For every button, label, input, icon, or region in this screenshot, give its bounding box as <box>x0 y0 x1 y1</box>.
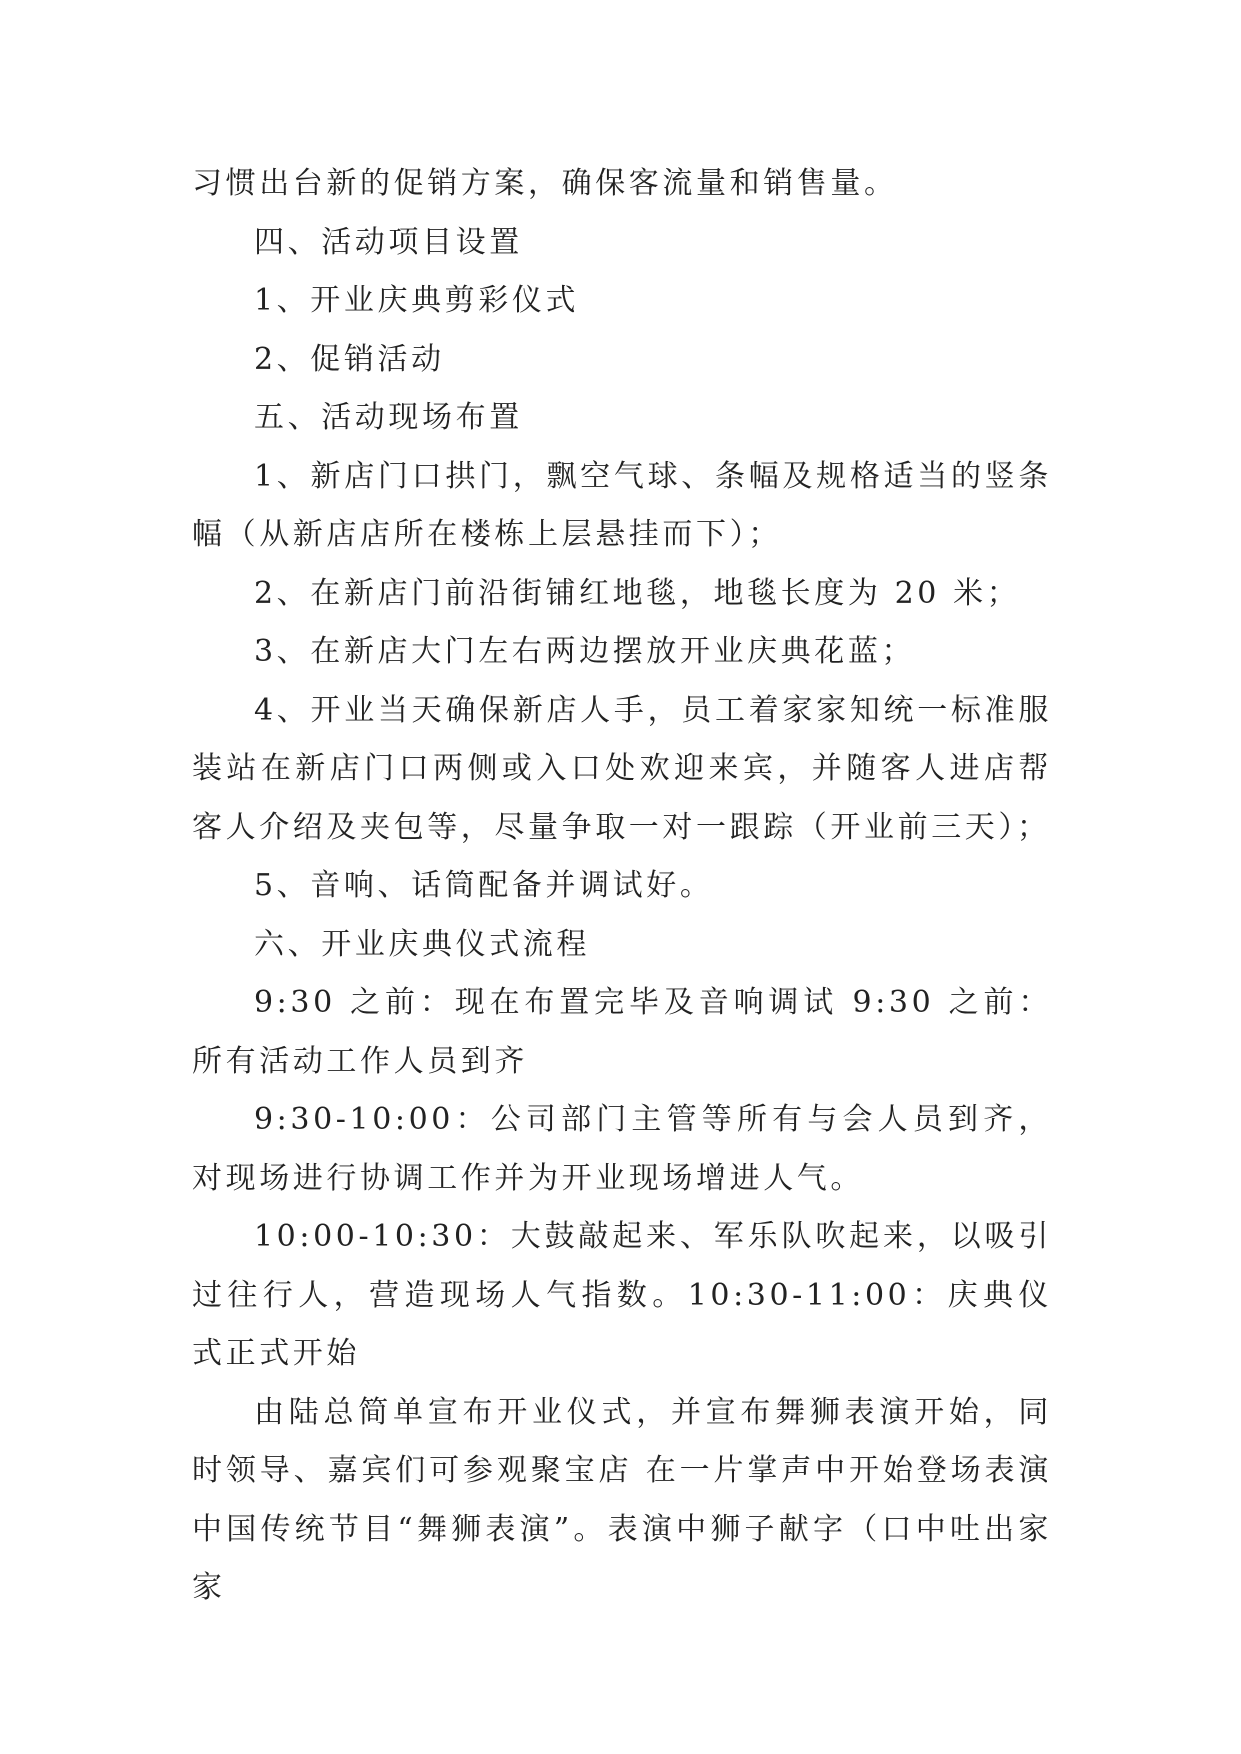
list-item: 3、在新店大门左右两边摆放开业庆典花蓝； <box>254 634 916 669</box>
schedule-item: 10:00-10:30：大鼓敲起来、军乐队吹起来，以吸引过往行人，营造现场人气指数。10:30-11:00：庆典仪式正式开始 <box>192 1219 1052 1371</box>
document-body <box>192 155 1052 1618</box>
list-item: 2、在新店门前沿街铺红地毯，地毯长度为 20 米； <box>254 575 1021 611</box>
paragraph: 习惯出台新的促销方案，确保客流量和销售量。 <box>192 166 898 201</box>
paragraph: 由陆总简单宣布开业仪式，并宣布舞狮表演开始，同时领导、嘉宾们可参观聚宝店 在一片掌声中开始登场表演中国传统节目“舞狮表演”。表演中狮子献字（口中吐出家家 <box>192 1394 1052 1605</box>
schedule-item: 9:30 之前：现在布置完毕及音响调试 9:30 之前：所有活动工作人员到齐 <box>192 985 1052 1079</box>
list-item: 1、开业庆典剪彩仪式 <box>254 283 580 318</box>
section-heading: 六、开业庆典仪式流程 <box>254 926 590 962</box>
list-item: 1、新店门口拱门，飘空气球、条幅及规格适当的竖条幅（从新店店所在楼栋上层悬挂而下）； <box>192 458 1052 552</box>
list-item: 5、音响、话筒配备并调试好。 <box>254 868 714 903</box>
list-item: 4、开业当天确保新店人手，员工着家家知统一标准服装站在新店门口两侧或入口处欢迎来宾，并随客人进店帮客人介绍及夹包等，尽量争取一对一跟踪（开业前三天）； <box>192 692 1052 845</box>
section-heading: 四、活动项目设置 <box>254 224 523 260</box>
section-heading: 五、活动现场布置 <box>254 400 523 435</box>
list-item: 2、促销活动 <box>254 341 445 377</box>
schedule-item: 9:30-10:00：公司部门主管等所有与会人员到齐，对现场进行协调工作并为开业现场增进人气。 <box>192 1102 1052 1196</box>
